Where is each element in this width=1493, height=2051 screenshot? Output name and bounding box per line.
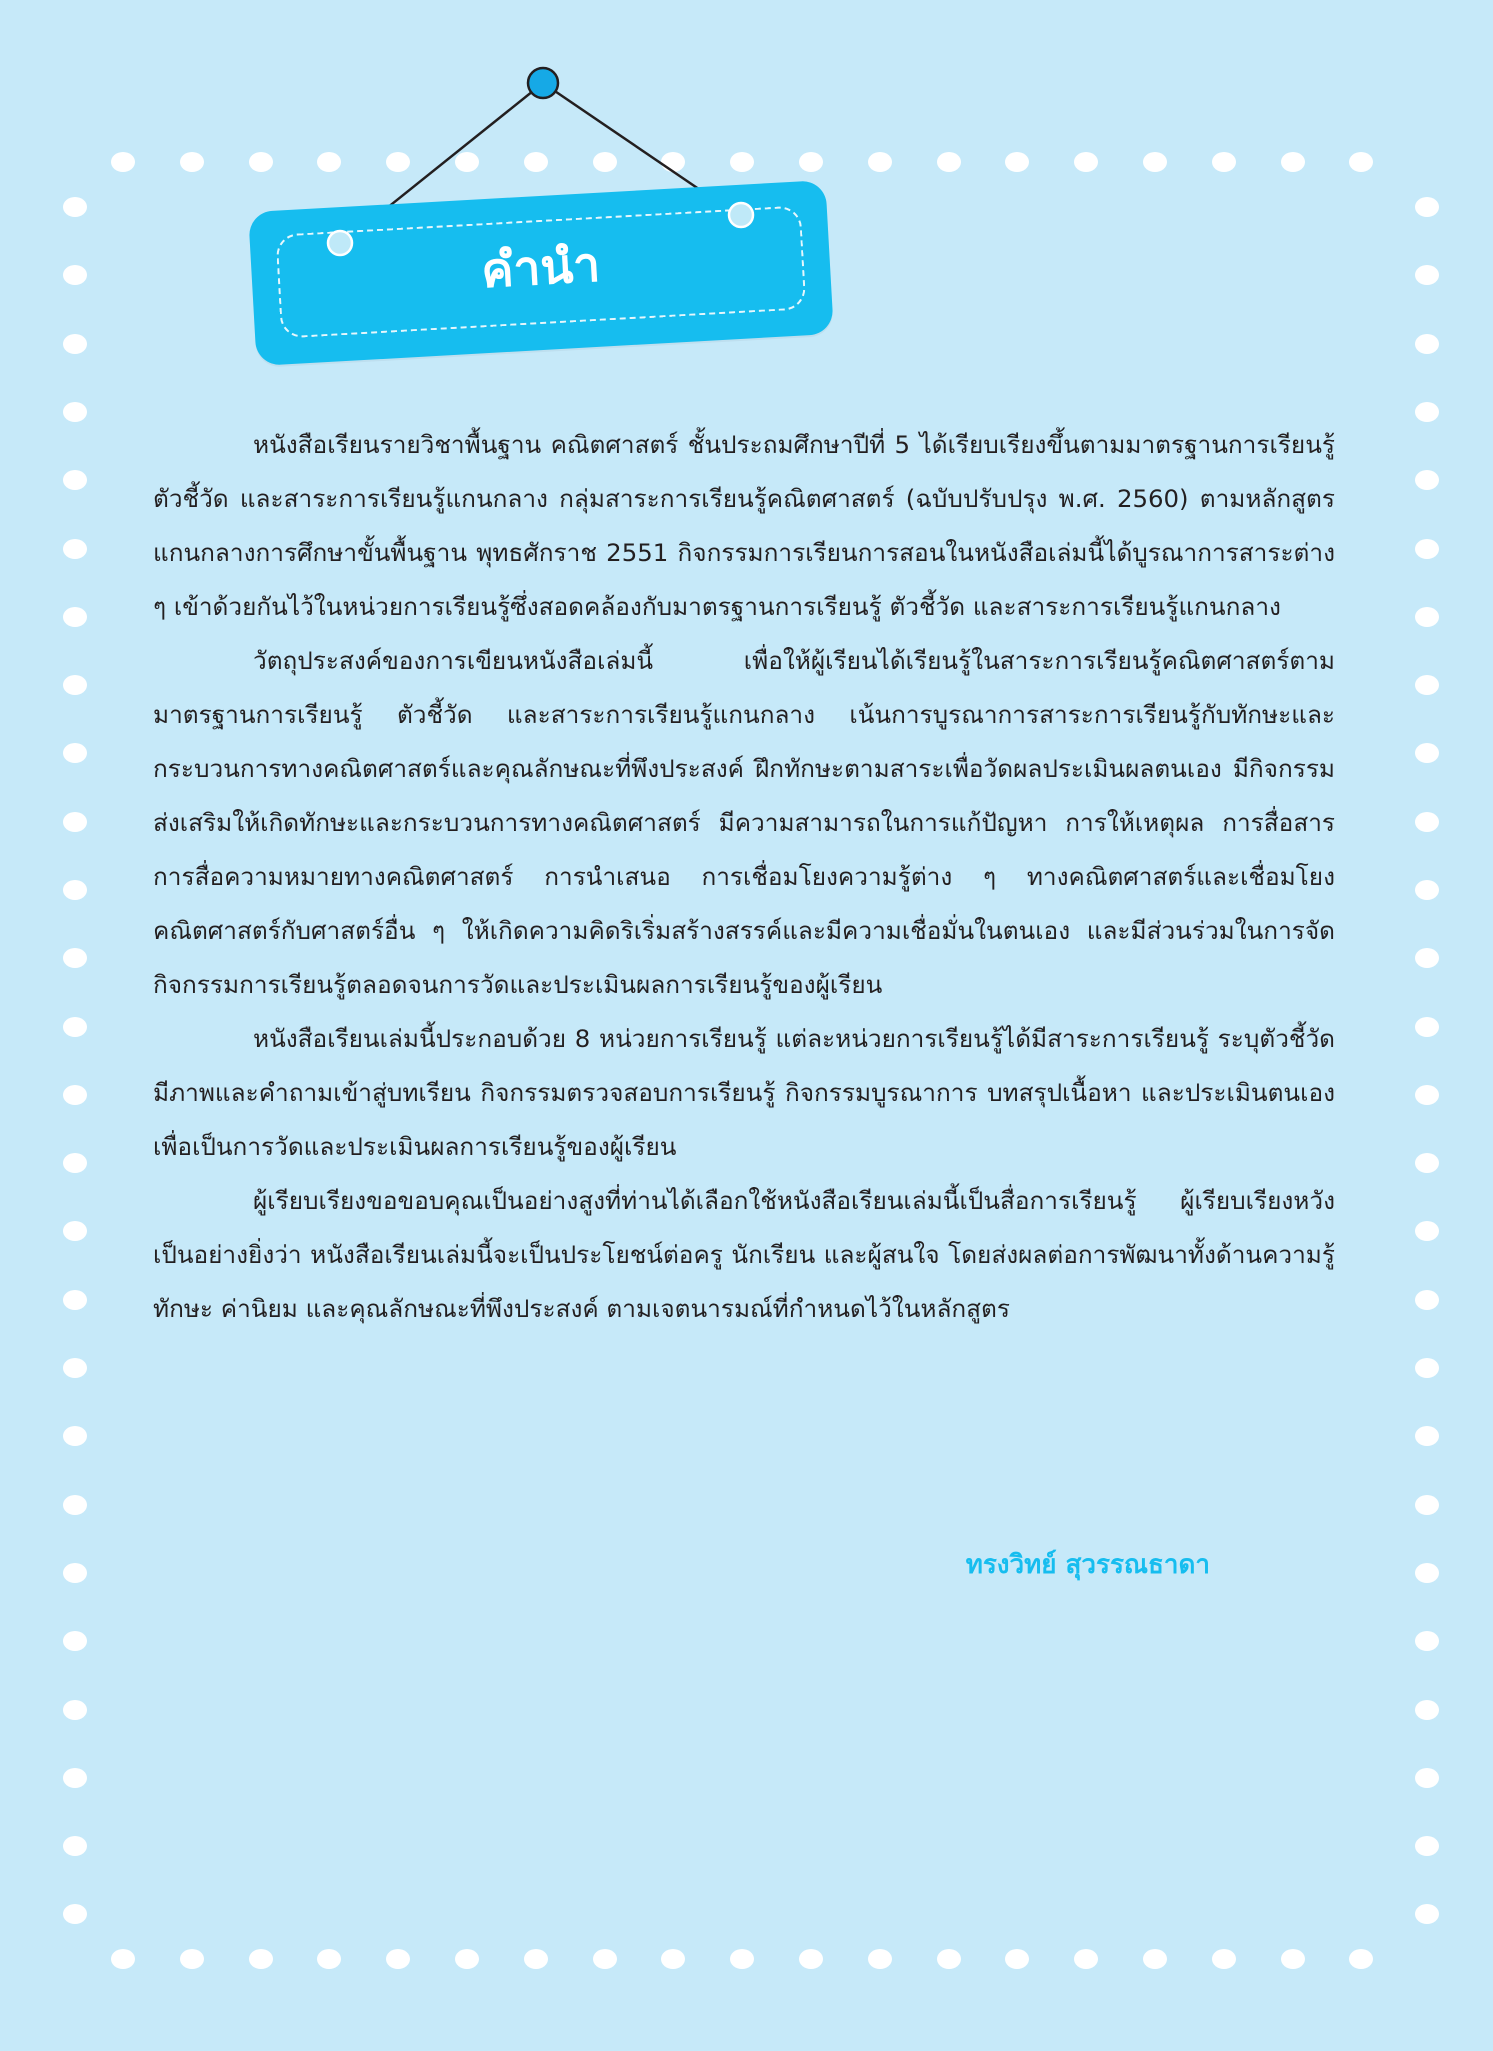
border-dot — [1415, 880, 1439, 900]
border-dot — [1415, 1153, 1439, 1173]
border-dot — [799, 1949, 823, 1969]
border-dot — [317, 1949, 341, 1969]
border-dot — [937, 1949, 961, 1969]
border-dot — [455, 1949, 479, 1969]
paragraph-objectives: วัตถุประสงค์ของการเขียนหนังสือเล่มนี้ เพื่อให้ผู้เรียนได้เรียนรู้ในสาระการเรียนรู้คณิตศาสตร์ตามมาตรฐานการเรียนรู้ ตัวชี้วัด และสาระการเรียนรู้แกนกลาง เน้นการบูรณาการสาระการเรียนรู้กับทักษะและกระบวนการทางคณิตศาสตร์และคุณลักษณะที่พึงประสงค์ ฝึกทักษะตามสาระเพื่อวัดผลประเมินผลตนเอง มีกิจกรรมส่งเสริมให้เกิดทักษะและกระบวนการทางคณิตศาสตร์ มีความสามารถในการแก้ปัญหา การให้เหตุผล การสื่อสาร การสื่อความหมายทางคณิตศาสตร์ การนำเสนอ การเชื่อมโยงความรู้ต่าง ๆ ทางคณิตศาสตร์และเชื่อมโยงคณิตศาสตร์กับศาสตร์อื่น ๆ ให้เกิดความคิดริเริ่มสร้างสรรค์และมีความเชื่อมั่นในตนเอง และมีส่วนร่วมในการจัดกิจกรรมการเรียนรู้ตลอดจนการวัดและประเมินผลการเรียนรู้ของผู้เรียน — [153, 646, 1335, 999]
sign-left-rivet-icon — [328, 231, 352, 255]
border-dot — [63, 470, 87, 490]
border-dot — [63, 1290, 87, 1310]
border-dot — [63, 607, 87, 627]
border-dot — [1415, 948, 1439, 968]
border-dot — [1415, 1017, 1439, 1037]
sign-pins — [0, 0, 1493, 420]
border-dot — [1212, 1949, 1236, 1969]
border-dot — [63, 1768, 87, 1788]
border-dot — [63, 1085, 87, 1105]
border-dot — [63, 948, 87, 968]
border-dot — [1415, 1768, 1439, 1788]
border-dot — [661, 1949, 685, 1969]
author-signature: ทรงวิทย์ สุวรรณธาดา — [965, 1550, 1210, 1580]
title-sign-group — [0, 0, 1493, 420]
paragraph-contents: หนังสือเรียนเล่มนี้ประกอบด้วย 8 หน่วยการเรียนรู้ แต่ละหน่วยการเรียนรู้ได้มีสาระการเรียนรู้ ระบุตัวชี้วัด มีภาพและคำถามเข้าสู่บทเรียน กิจกรรมตรวจสอบการเรียนรู้ กิจกรรมบูรณาการ บทสรุปเนื้อหา และประเมินตนเองเพื่อเป็นการวัดและประเมินผลการเรียนรู้ของผู้เรียน — [153, 1024, 1335, 1161]
border-dot — [1415, 1495, 1439, 1515]
border-dot — [386, 1949, 410, 1969]
border-dot — [63, 880, 87, 900]
border-dot — [1415, 539, 1439, 559]
border-dot — [63, 743, 87, 763]
border-dot — [1415, 1631, 1439, 1651]
border-dot — [868, 1949, 892, 1969]
border-dot — [524, 1949, 548, 1969]
paragraph-introduction: หนังสือเรียนรายวิชาพื้นฐาน คณิตศาสตร์ ชั้นประถมศึกษาปีที่ 5 ได้เรียบเรียงขึ้นตามมาตรฐานการเรียนรู้ ตัวชี้วัด และสาระการเรียนรู้แกนกลาง กลุ่มสาระการเรียนรู้คณิตศาสตร์ (ฉบับปรับปรุง พ.ศ. 2560) ตามหลักสูตรแกนกลางการศึกษาขั้นพื้นฐาน พุทธศักราช 2551 กิจกรรมการเรียนการสอนในหนังสือเล่มนี้ได้บูรณาการสาระต่าง ๆ เข้าด้วยกันไว้ในหน่วยการเรียนรู้ซึ่งสอดคล้องกับมาตรฐานการเรียนรู้ ตัวชี้วัด และสาระการเรียนรู้แกนกลาง — [153, 430, 1335, 621]
border-dot — [1143, 1949, 1167, 1969]
border-dot — [63, 675, 87, 695]
border-dot — [1415, 1085, 1439, 1105]
border-dot — [63, 1358, 87, 1378]
border-dot — [180, 1949, 204, 1969]
border-dot — [63, 1836, 87, 1856]
paragraph-acknowledgement: ผู้เรียบเรียงขอขอบคุณเป็นอย่างสูงที่ท่านได้เลือกใช้หนังสือเรียนเล่มนี้เป็นสื่อการเรียนรู้ ผู้เรียบเรียงหวังเป็นอย่างยิ่งว่า หนังสือเรียนเล่มนี้จะเป็นประโยชน์ต่อครู นักเรียน และผู้สนใจ โดยส่งผลต่อการพัฒนาทั้งด้านความรู้ ทักษะ ค่านิยม และคุณลักษณะที่พึงประสงค์ ตามเจตนารมณ์ที่กำหนดไว้ในหลักสูตร — [153, 1186, 1335, 1323]
border-dot — [63, 812, 87, 832]
border-dot — [1415, 1290, 1439, 1310]
border-dot — [63, 1700, 87, 1720]
border-dot — [63, 1631, 87, 1651]
border-dot — [1415, 743, 1439, 763]
border-dot — [1415, 1358, 1439, 1378]
border-dot — [63, 1221, 87, 1241]
border-dot — [111, 1949, 135, 1969]
border-dot — [1415, 607, 1439, 627]
border-dot — [63, 1426, 87, 1446]
border-dot — [1074, 1949, 1098, 1969]
preface-body — [153, 418, 1335, 1336]
border-dot — [63, 1495, 87, 1515]
border-dot — [1349, 1949, 1373, 1969]
border-dot — [1415, 1904, 1439, 1924]
border-dot — [1415, 1426, 1439, 1446]
border-dot — [63, 1904, 87, 1924]
sign-right-rivet-icon — [729, 203, 753, 227]
border-dot — [1415, 1221, 1439, 1241]
border-dot — [1281, 1949, 1305, 1969]
border-dot — [730, 1949, 754, 1969]
border-dot — [63, 539, 87, 559]
border-dot — [593, 1949, 617, 1969]
border-dot — [1415, 812, 1439, 832]
border-dot — [63, 1017, 87, 1037]
hanging-nail-icon — [528, 68, 558, 98]
border-dot — [1415, 1563, 1439, 1583]
border-dot — [1005, 1949, 1029, 1969]
border-dot — [1415, 470, 1439, 490]
border-dot — [63, 1563, 87, 1583]
border-dot — [1415, 1836, 1439, 1856]
border-dot — [249, 1949, 273, 1969]
border-dot — [1415, 675, 1439, 695]
page-title: คำนำ — [479, 236, 602, 300]
border-dot — [1415, 1700, 1439, 1720]
border-dot — [63, 1153, 87, 1173]
